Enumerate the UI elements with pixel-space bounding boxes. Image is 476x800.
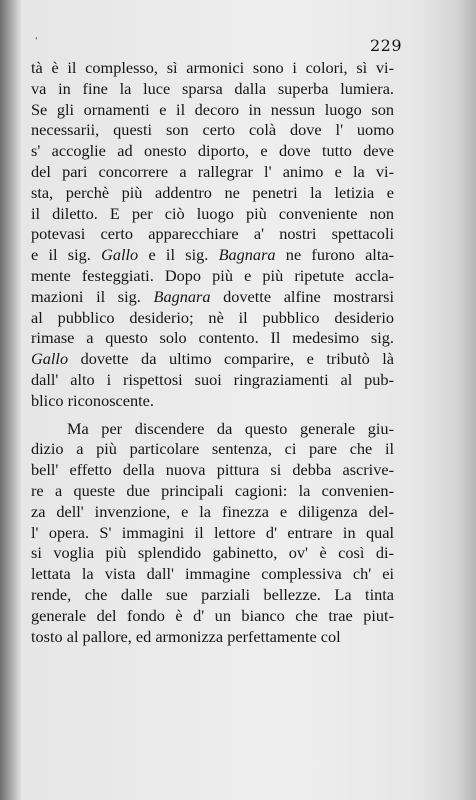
- text-line: il diletto. E per ciò luogo più conveniente non: [31, 203, 394, 223]
- text-line: si voglia più splendido gabinetto, ov' è così di-: [31, 543, 394, 563]
- body-text: [31, 58, 394, 647]
- text-line: va in fine la luce sparsa dalla superba lumiera.: [31, 78, 394, 98]
- text-line: rende, che dalle sue parziali bellezze. La tinta: [31, 584, 394, 604]
- text-line: dizio a più particolare sentenza, ci pare che il: [31, 439, 394, 459]
- text-line: rimase a questo solo contento. Il medesimo sig.: [31, 328, 394, 348]
- text-line: s' accoglie ad onesto diporto, e dove tutto deve: [31, 141, 394, 161]
- text-line: sta, perchè più addentro ne penetri la letizia e: [31, 182, 394, 202]
- text-line: generale del fondo è d' un bianco che trae piut-: [31, 605, 394, 625]
- paragraph: [31, 58, 394, 412]
- text-line: bell' effetto della nuova pittura si debba ascrive-: [31, 460, 394, 480]
- page-number: 229: [369, 36, 402, 55]
- text-line: Se gli ornamenti e il decoro in nessun luogo son: [31, 99, 394, 119]
- text-line: lettata la vista dall' immagine complessiva ch' ei: [31, 564, 394, 584]
- text-line: re a queste due principali cagioni: la convenien-: [31, 480, 394, 500]
- text-line: za dell' invenzione, e la finezza e diligenza del-: [31, 501, 394, 521]
- text-line: dall' alto i rispettosi suoi ringraziamenti al pub-: [31, 369, 394, 389]
- text-line: al pubblico desiderio; nè il pubblico desiderio: [31, 307, 394, 327]
- text-line: mente festeggiati. Dopo più e più ripetute accla-: [31, 265, 394, 285]
- text-line: tosto al pallore, ed armonizza perfettamente col: [31, 626, 341, 646]
- text-line: mazioni il sig. Bagnara dovette alfine mostrarsi: [31, 286, 394, 306]
- text-line: e il sig. Gallo e il sig. Bagnara ne furono alta-: [31, 245, 395, 265]
- text-line: del pari concorrere a rallegrar l' animo e la vi-: [31, 161, 394, 181]
- text-line: Ma per discendere da questo generale giu-: [67, 418, 394, 438]
- text-line: blico riconoscente.: [31, 390, 154, 410]
- text-line: potevasi certo apparecchiare a' nostri spettacoli: [31, 224, 394, 244]
- text-line: tà è il complesso, sì armonici sono i colori, sì vi-: [31, 58, 394, 77]
- text-line: Gallo dovette da ultimo comparire, e tributò là: [31, 349, 394, 369]
- text-line: necessarii, questi son certo colà dove l' uomo: [31, 120, 394, 140]
- text-line: l' opera. S' immagini il lettore d' entrare in qual: [31, 522, 394, 542]
- paragraph: [31, 419, 394, 648]
- corner-mark: ': [35, 37, 38, 47]
